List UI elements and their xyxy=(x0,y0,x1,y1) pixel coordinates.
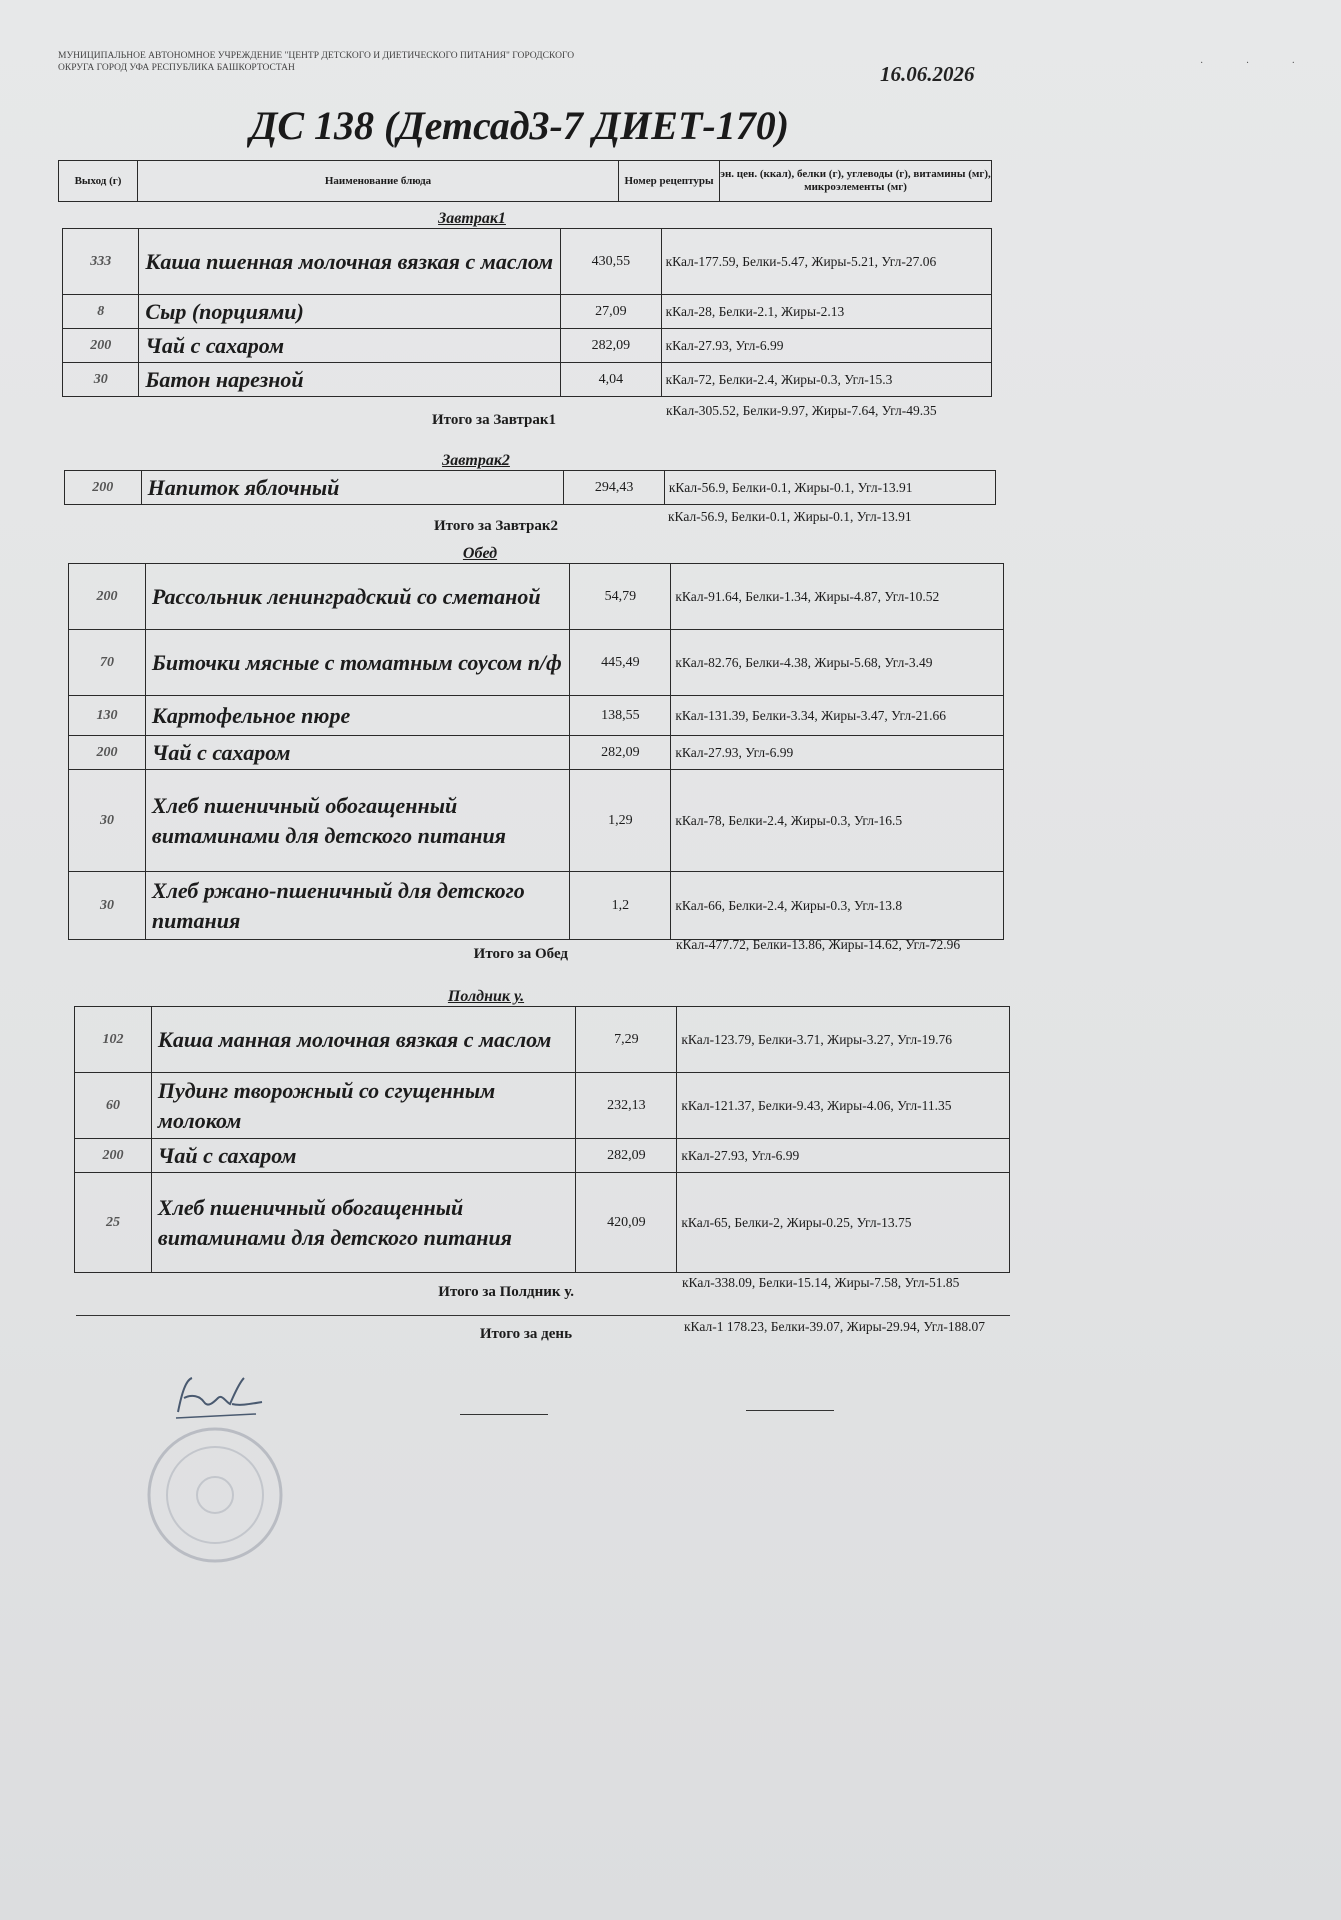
section-title-breakfast2: Завтрак2 xyxy=(442,452,510,469)
table-row xyxy=(69,736,1004,770)
nutrition-cell: кКал-65, Белки-2, Жиры-0.25, Угл-13.75 xyxy=(677,1173,1010,1273)
recipe-cell: 4,04 xyxy=(561,363,661,397)
section-total-value: кКал-477.72, Белки-13.86, Жиры-14.62, Угл-72.96 xyxy=(676,937,961,952)
col-dish-name: Наименование блюда xyxy=(138,161,619,202)
nutrition-cell: кКал-123.79, Белки-3.71, Жиры-3.27, Угл-19.76 xyxy=(677,1007,1010,1073)
nutrition-cell: кКал-121.37, Белки-9.43, Жиры-4.06, Угл-11.35 xyxy=(677,1073,1010,1139)
recipe-cell: 282,09 xyxy=(561,329,661,363)
signature-line xyxy=(460,1414,548,1415)
yield-cell: 200 xyxy=(63,329,139,363)
recipe-cell: 420,09 xyxy=(576,1173,677,1273)
table-row xyxy=(63,363,992,397)
meal-table-breakfast2 xyxy=(64,470,996,505)
organization-name: МУНИЦИПАЛЬНОЕ АВТОНОМНОЕ УЧРЕЖДЕНИЕ "ЦЕНТР ДЕТСКОГО И ДИЕТИЧЕСКОГО ПИТАНИЯ" ГОРОДСКОГО ОКРУГА ГОРОД УФА РЕСПУБЛИКА БАШКОРТОСТАН xyxy=(58,51,575,73)
meal-table-breakfast1 xyxy=(62,228,992,397)
page-title: ДС 138 (Детсад3-7 ДИЕТ-170) xyxy=(250,103,790,148)
paper-specks: · · · xyxy=(1200,58,1315,69)
yield-cell: 102 xyxy=(75,1007,152,1073)
dish-name-cell: Биточки мясные с томатным соусом п/ф xyxy=(145,630,570,696)
table-row xyxy=(69,630,1004,696)
dish-name-cell: Пудинг творожный со сгущенным молоком xyxy=(151,1073,576,1139)
dish-name-cell: Каша манная молочная вязкая с маслом xyxy=(151,1007,576,1073)
table-row xyxy=(63,229,992,295)
recipe-cell: 138,55 xyxy=(570,696,671,736)
day-total-rule xyxy=(76,1315,1010,1316)
recipe-cell: 294,43 xyxy=(564,471,665,505)
table-row xyxy=(69,696,1004,736)
nutrition-cell: кКал-27.93, Угл-6.99 xyxy=(677,1139,1010,1173)
recipe-cell: 7,29 xyxy=(576,1007,677,1073)
yield-cell: 200 xyxy=(65,471,142,505)
nutrition-cell: кКал-131.39, Белки-3.34, Жиры-3.47, Угл-21.66 xyxy=(671,696,1004,736)
recipe-cell: 282,09 xyxy=(576,1139,677,1173)
table-row xyxy=(75,1007,1010,1073)
section-total-label: Итого за Завтрак2 xyxy=(434,518,558,534)
recipe-cell: 1,2 xyxy=(570,872,671,940)
recipe-cell: 54,79 xyxy=(570,564,671,630)
table-row xyxy=(69,872,1004,940)
nutrition-cell: кКал-66, Белки-2.4, Жиры-0.3, Угл-13.8 xyxy=(671,872,1004,940)
dish-name-cell: Картофельное пюре xyxy=(145,696,570,736)
nutrition-cell: кКал-56.9, Белки-0.1, Жиры-0.1, Угл-13.91 xyxy=(664,471,995,505)
recipe-cell: 282,09 xyxy=(570,736,671,770)
dish-name-cell: Чай с сахаром xyxy=(151,1139,576,1173)
nutrition-cell: кКал-177.59, Белки-5.47, Жиры-5.21, Угл-27.06 xyxy=(661,229,991,295)
col-yield: Выход (г) xyxy=(59,161,138,202)
dish-name-cell: Каша пшенная молочная вязкая с маслом xyxy=(139,229,561,295)
section-total-label: Итого за Обед xyxy=(473,946,568,962)
section-title-snack: Полдник у. xyxy=(447,988,525,1005)
nutrition-cell: кКал-28, Белки-2.1, Жиры-2.13 xyxy=(661,295,991,329)
yield-cell: 200 xyxy=(75,1139,152,1173)
table-row xyxy=(65,471,996,505)
section-total-label: Итого за Полдник у. xyxy=(438,1284,574,1300)
table-row xyxy=(63,329,992,363)
column-header-table xyxy=(58,160,992,202)
yield-cell: 200 xyxy=(69,564,146,630)
table-row xyxy=(69,770,1004,872)
meal-table-lunch xyxy=(68,563,1004,940)
section-total-value: кКал-305.52, Белки-9.97, Жиры-7.64, Угл-49.35 xyxy=(666,403,937,418)
yield-cell: 30 xyxy=(69,770,146,872)
yield-cell: 8 xyxy=(63,295,139,329)
section-title-breakfast1: Завтрак1 xyxy=(438,210,506,227)
recipe-cell: 1,29 xyxy=(570,770,671,872)
col-nutrition: эн. цен. (ккал), белки (г), углеводы (г), витамины (мг), микроэлементы (мг) xyxy=(720,161,992,202)
yield-cell: 30 xyxy=(63,363,139,397)
handwritten-signature xyxy=(170,1372,270,1422)
yield-cell: 70 xyxy=(69,630,146,696)
nutrition-cell: кКал-82.76, Белки-4.38, Жиры-5.68, Угл-3.49 xyxy=(671,630,1004,696)
yield-cell: 30 xyxy=(69,872,146,940)
dish-name-cell: Хлеб ржано-пшеничный для детского питания xyxy=(145,872,570,940)
day-total-label: Итого за день xyxy=(479,1326,572,1342)
nutrition-cell: кКал-78, Белки-2.4, Жиры-0.3, Угл-16.5 xyxy=(671,770,1004,872)
yield-cell: 333 xyxy=(63,229,139,295)
table-row xyxy=(75,1139,1010,1173)
nutrition-cell: кКал-27.93, Угл-6.99 xyxy=(671,736,1004,770)
dish-name-cell: Сыр (порциями) xyxy=(139,295,561,329)
section-title-lunch: Обед xyxy=(462,545,498,562)
section-total-value: кКал-56.9, Белки-0.1, Жиры-0.1, Угл-13.91 xyxy=(668,509,912,524)
round-stamp xyxy=(140,1420,290,1570)
nutrition-cell: кКал-72, Белки-2.4, Жиры-0.3, Угл-15.3 xyxy=(661,363,991,397)
yield-cell: 60 xyxy=(75,1073,152,1139)
dish-name-cell: Рассольник ленинградский со сметаной xyxy=(145,564,570,630)
recipe-cell: 445,49 xyxy=(570,630,671,696)
day-total-value: кКал-1 178.23, Белки-39.07, Жиры-29.94, Угл-188.07 xyxy=(684,1319,985,1334)
recipe-cell: 430,55 xyxy=(561,229,661,295)
meal-table-snack xyxy=(74,1006,1010,1273)
table-row xyxy=(63,295,992,329)
col-recipe: Номер рецептуры xyxy=(619,161,720,202)
dish-name-cell: Напиток яблочный xyxy=(141,471,564,505)
recipe-cell: 27,09 xyxy=(561,295,661,329)
table-row xyxy=(75,1173,1010,1273)
yield-cell: 200 xyxy=(69,736,146,770)
menu-date: 16.06.2026 xyxy=(880,62,975,86)
dish-name-cell: Батон нарезной xyxy=(139,363,561,397)
yield-cell: 25 xyxy=(75,1173,152,1273)
section-total-label: Итого за Завтрак1 xyxy=(432,412,556,428)
section-total-value: кКал-338.09, Белки-15.14, Жиры-7.58, Угл-51.85 xyxy=(682,1275,960,1290)
dish-name-cell: Хлеб пшеничный обогащенный витаминами для детского питания xyxy=(151,1173,576,1273)
recipe-cell: 232,13 xyxy=(576,1073,677,1139)
dish-name-cell: Чай с сахаром xyxy=(139,329,561,363)
signature-line xyxy=(746,1410,834,1411)
nutrition-cell: кКал-27.93, Угл-6.99 xyxy=(661,329,991,363)
table-row xyxy=(75,1073,1010,1139)
nutrition-cell: кКал-91.64, Белки-1.34, Жиры-4.87, Угл-10.52 xyxy=(671,564,1004,630)
dish-name-cell: Хлеб пшеничный обогащенный витаминами для детского питания xyxy=(145,770,570,872)
dish-name-cell: Чай с сахаром xyxy=(145,736,570,770)
yield-cell: 130 xyxy=(69,696,146,736)
table-row xyxy=(69,564,1004,630)
